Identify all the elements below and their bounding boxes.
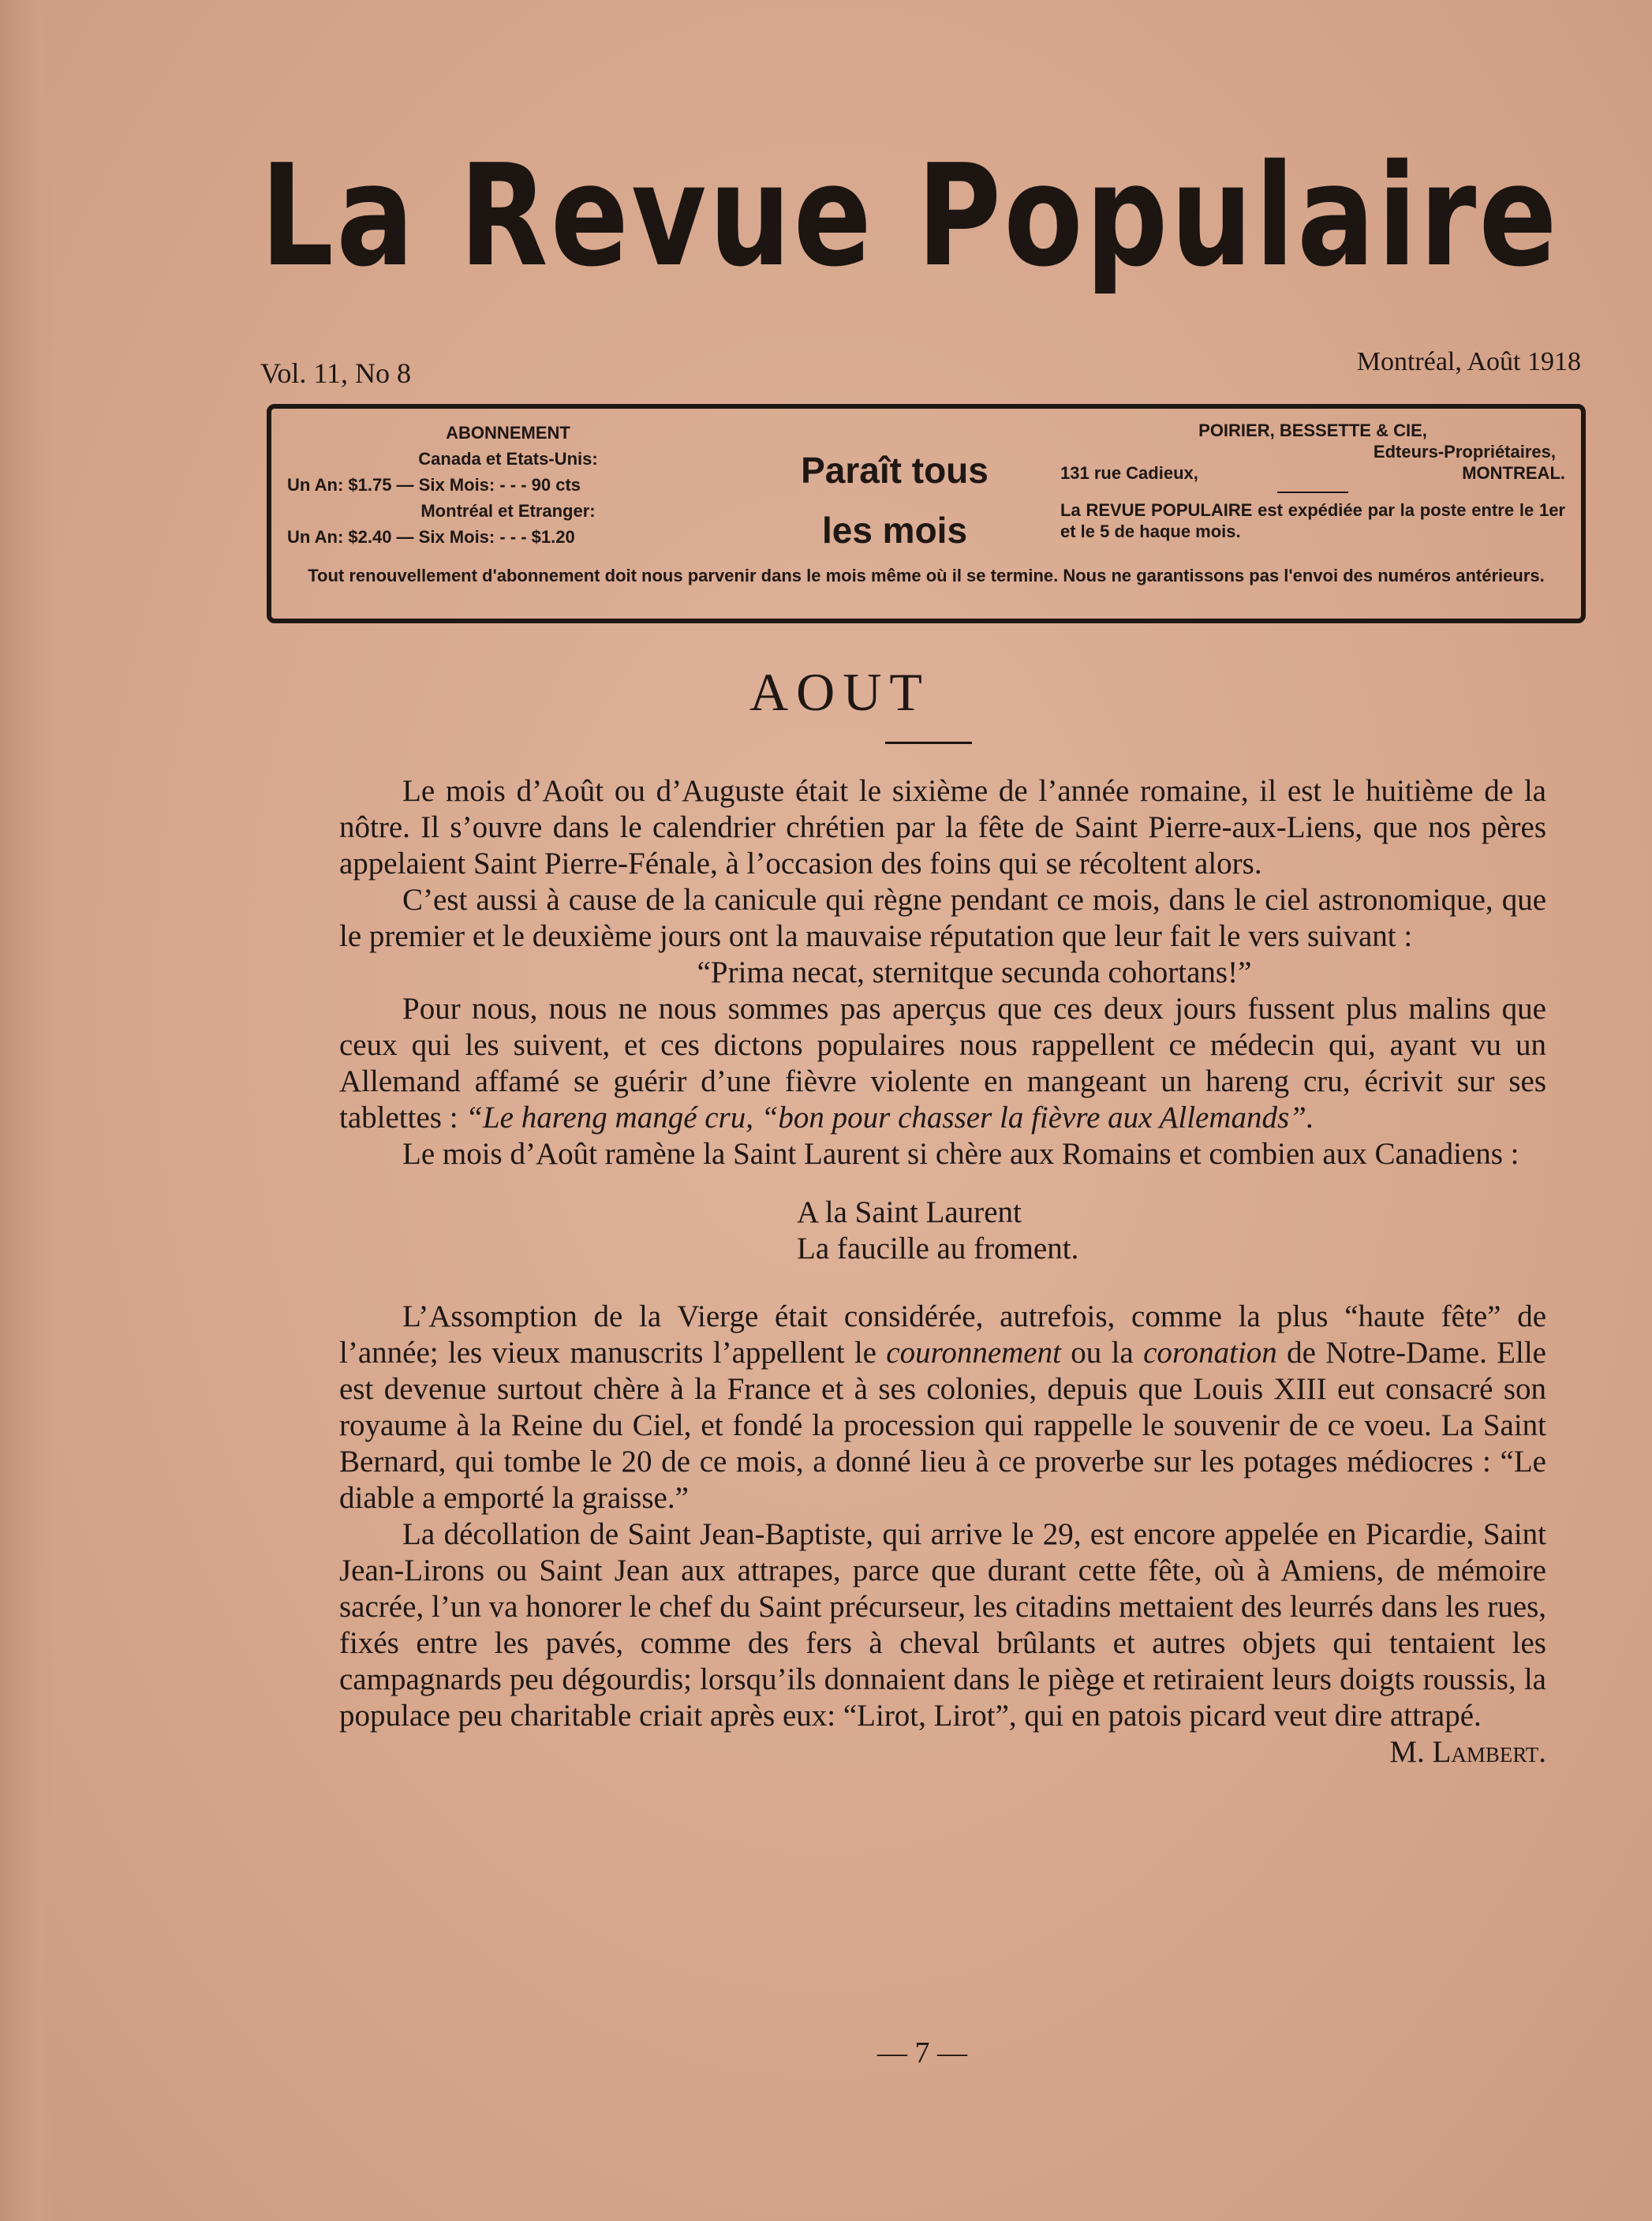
publisher-address-line <box>1060 462 1565 484</box>
paragraph: Le mois d’Août ramène la Saint Laurent si chère aux Romains et combien aux Canadiens : <box>402 1137 1519 1171</box>
place-date: Montréal, Août 1918 <box>1356 347 1581 376</box>
italic-quote: “Le hareng mangé cru, “bon pour chasser la fièvre aux Allemands”. <box>465 1101 1314 1135</box>
paragraph <box>339 1299 1546 1516</box>
title-divider <box>885 742 972 744</box>
paragraph <box>339 991 1546 1136</box>
frequency-notice <box>776 440 1013 560</box>
masthead-title: La Revue Populaire <box>260 134 1560 297</box>
publisher-info <box>1060 420 1565 542</box>
article-title: AOUT <box>749 662 930 722</box>
region-1: Canada et Etats-Unis: <box>418 449 598 469</box>
author-signature: M. Lambert. <box>1389 1735 1546 1769</box>
frequency-line-1: Paraît tous <box>801 450 989 491</box>
paragraph: La décollation de Saint Jean-Baptiste, qui arrive le 29, est encore appelée en Picardie, Saint Jean-Lirons ou Saint Jean aux attrapes, parce que durant cette fête, où à Amiens, de mémoire sacrée, l’un va honorer le chef du Saint précurseur, les citadins mettaient des leurrés dans les rues, fixés entre les pavés, comme des fers à cheval brûlants et autres objets qui tentaient les campagnards peu dégourdis; lorsqu’ils donnaient dans le piège et retiraient leurs doigts roussis, la populace peu charitable criait après eux: “Lirot, Lirot”, qui en patois picard veut dire attrapé. <box>339 1517 1546 1733</box>
publisher-name: POIRIER, BESSETTE & CIE, <box>1198 421 1427 440</box>
subscription-box <box>267 404 1586 623</box>
region-1-prices: Un An: $1.75 — Six Mois: - - - 90 cts <box>287 475 581 495</box>
region-2: Montréal et Etranger: <box>420 501 596 521</box>
subscription-heading: ABONNEMENT <box>446 423 570 443</box>
publisher-city: MONTREAL. <box>1462 463 1565 483</box>
paragraph-text: Pour nous, nous ne nous sommes pas aperçus que ces deux jours fussent plus malins que ceux qui les suivent, et ces dictons populaires nous rappellent ce médecin qui, ayant vu un Allemand affamé se guérir d’une fièvre violente en mangeant un hareng cru, écrivit sur ses tablettes : <box>339 992 1546 1135</box>
article-body <box>339 773 1546 1770</box>
italic-term: coronation <box>1143 1336 1277 1370</box>
shipping-notice: La REVUE POPULAIRE est expédiée par la poste entre le 1er et le 5 de haque mois. <box>1060 500 1565 541</box>
frequency-line-2: les mois <box>821 510 968 551</box>
publisher-address: 131 rue Cadieux, <box>1060 463 1198 483</box>
latin-quote: “Prima necat, sternitque secunda cohortans!” <box>697 955 1252 989</box>
verse-line-1: A la Saint Laurent <box>797 1195 1022 1229</box>
paragraph: Le mois d’Août ou d’Auguste était le sixième de l’année romaine, il est le huitième de la nôtre. Il s’ouvre dans le calendrier chrétien par la fête de Saint Pierre-aux-Liens, que nos pères appelaient Saint Pierre-Fénale, à l’occasion des foins qui se récoltent alors. <box>339 774 1546 881</box>
subscription-info <box>287 420 729 550</box>
binding-edge <box>0 0 55 2221</box>
paragraph-text: de Notre-Dame. Elle est devenue surtout chère à la France et à ses colonies, depuis que Louis XIII eut consacré son royaume à la Reine du Ciel, et fondé la procession qui rappelle le souvenir de ce voeu. La Saint Bernard, qui tombe le 20 de ce mois, a donné lieu à ce proverbe sur les potages médiocres : “Le diable a emporté la graisse.” <box>339 1336 1546 1515</box>
italic-term: couronnement <box>886 1336 1061 1370</box>
renewal-notice: Tout renouvellement d'abonnement doit nous parvenir dans le mois même où il se termine. Nous ne garantissons pas l'envoi des numéros antérieurs. <box>308 566 1545 585</box>
verse-line-2: La faucille au froment. <box>797 1232 1079 1266</box>
proverb-verse <box>797 1195 1546 1267</box>
region-2-prices: Un An: $2.40 — Six Mois: - - - $1.20 <box>287 527 575 547</box>
paragraph-text: L’Assomption de la Vierge était considérée, autrefois, comme la plus “haute fête” de l’année; les vieux manuscrits l’appellent le <box>339 1299 1546 1370</box>
volume-number: Vol. 11, No 8 <box>260 357 412 389</box>
divider <box>1277 492 1348 493</box>
paragraph: C’est aussi à cause de la canicule qui règne pendant ce mois, dans le ciel astronomique, que le premier et le deuxième jours ont la mauvaise réputation que leur fait le vers suivant : <box>339 883 1546 953</box>
page-number: — 7 — <box>877 2036 967 2070</box>
publisher-role: Edteurs-Propriétaires, <box>1373 442 1556 462</box>
paragraph-text: ou la <box>1060 1336 1144 1370</box>
